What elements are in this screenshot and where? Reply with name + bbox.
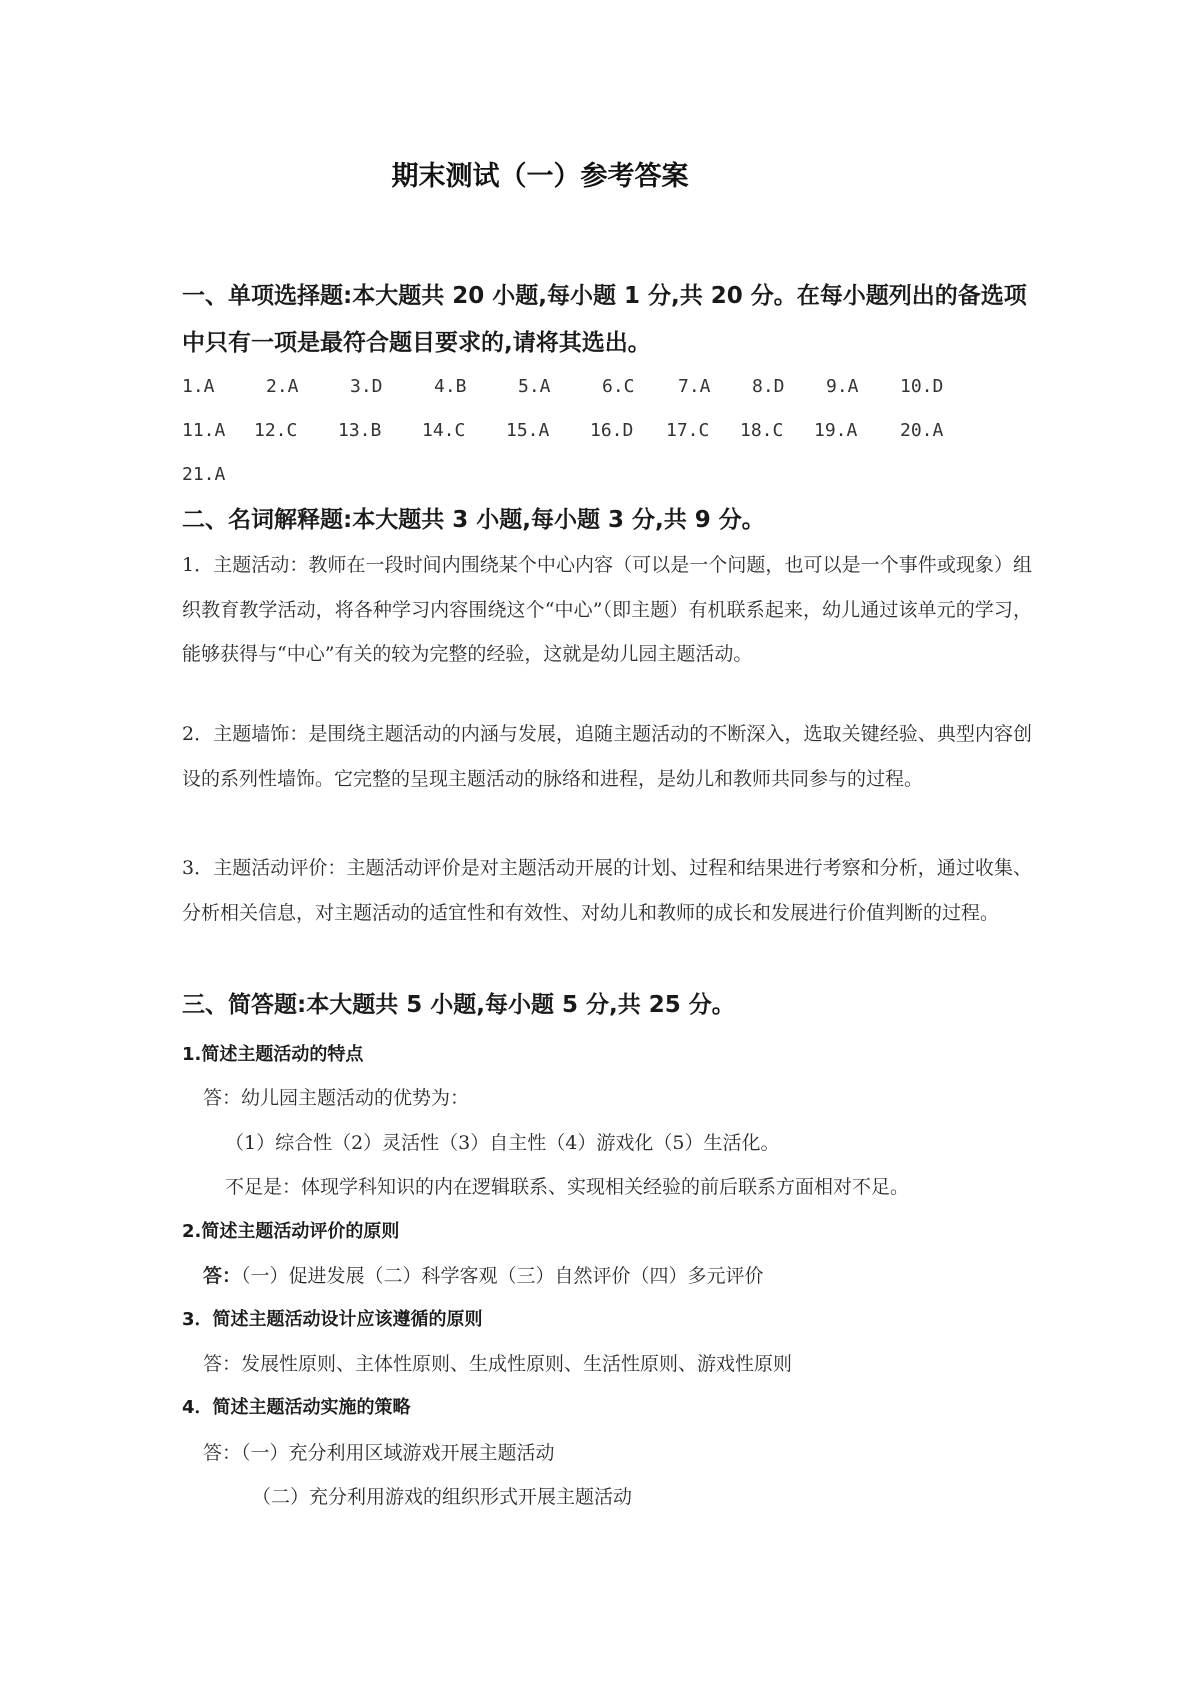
answer-item: 2.A xyxy=(266,376,299,397)
answer-item: 16.D xyxy=(590,420,634,441)
answer-item: 7.A xyxy=(678,376,711,397)
answer-item: 1.A xyxy=(182,376,215,397)
answer-1-line-2: （1）综合性（2）灵活性（3）自主性（4）游戏化（5）生活化。 xyxy=(225,1132,780,1154)
question-4: 4．简述主题活动实施的策略 xyxy=(182,1397,411,1418)
answer-item: 9.A xyxy=(826,376,859,397)
answer-item: 13.B xyxy=(338,420,382,441)
answer-item: 6.C xyxy=(602,376,635,397)
term-definition-1: 1．主题活动：教师在一段时间内围绕某个中心内容（可以是一个问题，也可以是一个事件或现象）组织教育教学活动，将各种学习内容围绕这个“中心”（即主题）有机联系起来，幼儿通过该单元的学习，能够获得与“中心”有关的较为完整的经验，这就是幼儿园主题活动。 xyxy=(182,554,1032,665)
answer-item: 21.A xyxy=(182,464,226,485)
answer-item: 8.D xyxy=(752,376,785,397)
question-2: 2.简述主题活动评价的原则 xyxy=(182,1221,400,1242)
section-2-heading: 二、名词解释题:本大题共 3 小题,每小题 3 分,共 9 分。 xyxy=(182,507,765,533)
term-definition-2: 2．主题墙饰：是围绕主题活动的内涵与发展，追随主题活动的不断深入，选取关键经验、典型内容创设的系列性墙饰。它完整的呈现主题活动的脉络和进程，是幼儿和教师共同参与的过程。 xyxy=(182,723,1032,790)
answer-item: 20.A xyxy=(900,420,944,441)
section-1-heading: 一、单项选择题:本大题共 20 小题,每小题 1 分,共 20 分。在每小题列出的备选项中只有一项是最符合题目要求的,请将其选出。 xyxy=(182,283,1027,356)
answer-item: 12.C xyxy=(254,420,298,441)
answer-label: 答： xyxy=(203,1265,242,1287)
answer-4-line-2: （二）充分利用游戏的组织形式开展主题活动 xyxy=(252,1486,633,1508)
answer-item: 3.D xyxy=(350,376,383,397)
answer-item: 4.B xyxy=(434,376,467,397)
answer-item: 19.A xyxy=(814,420,858,441)
section-3-heading: 三、简答题:本大题共 5 小题,每小题 5 分,共 25 分。 xyxy=(182,992,735,1018)
answer-1-line-1: 答：幼儿园主题活动的优势为： xyxy=(203,1087,470,1109)
question-3: 3．简述主题活动设计应该遵循的原则 xyxy=(182,1309,483,1330)
page-title: 期末测试（一）参考答案 xyxy=(391,161,689,192)
answer-item: 14.C xyxy=(422,420,466,441)
answer-item: 5.A xyxy=(518,376,551,397)
answer-item: 15.A xyxy=(506,420,550,441)
answer-3: 答：发展性原则、主体性原则、生成性原则、生活性原则、游戏性原则 xyxy=(203,1353,793,1375)
answer-item: 11.A xyxy=(182,420,226,441)
answer-1-line-3: 不足是：体现学科知识的内在逻辑联系、实现相关经验的前后联系方面相对不足。 xyxy=(225,1176,910,1198)
answer-2 xyxy=(203,1261,764,1288)
answer-item: 17.C xyxy=(666,420,710,441)
answer-text: （一）促进发展（二）科学客观（三）自然评价（四）多元评价 xyxy=(241,1265,764,1287)
answer-4-line-1: 答：（一）充分利用区域游戏开展主题活动 xyxy=(203,1442,555,1464)
question-1: 1.简述主题活动的特点 xyxy=(182,1044,364,1065)
answer-item: 10.D xyxy=(900,376,944,397)
term-definition-3: 3．主题活动评价：主题活动评价是对主题活动开展的计划、过程和结果进行考察和分析，通过收集、分析相关信息，对主题活动的适宜性和有效性、对幼儿和教师的成长和发展进行价值判断的过程。 xyxy=(182,857,1032,924)
answer-item: 18.C xyxy=(740,420,784,441)
